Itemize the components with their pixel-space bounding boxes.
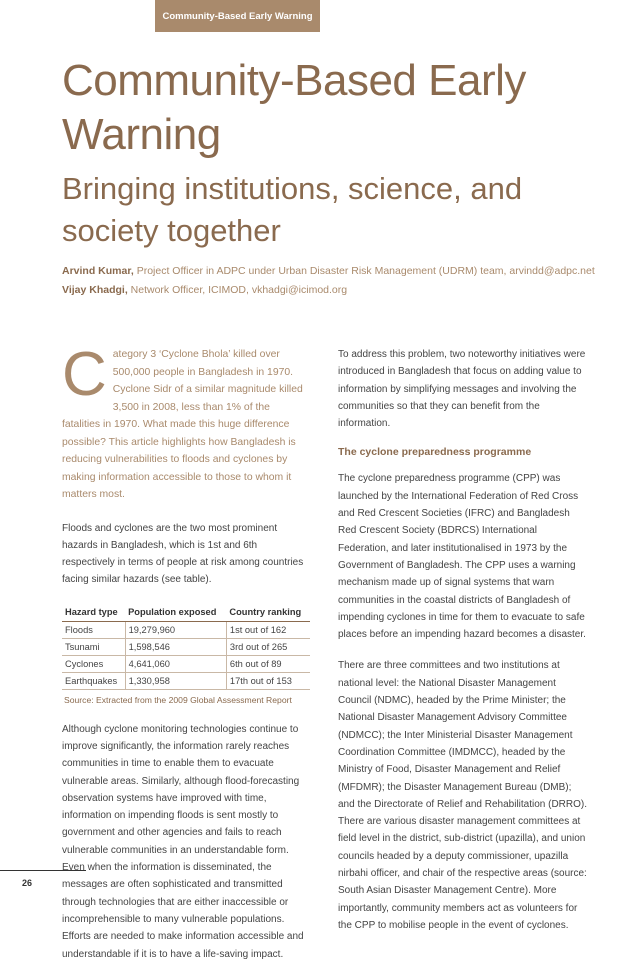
article-title: Community-Based Early Warning — [62, 56, 526, 159]
table-cell: 4,641,060 — [125, 655, 226, 672]
footer-rule — [0, 870, 86, 871]
table-cell: 17th out of 153 — [226, 672, 310, 689]
section-header-tab — [155, 0, 320, 32]
body-paragraph: There are three committees and two institutions at national level: the National Disaster Management Council (NDMC), headed by the Prime Minister; the National Disaster Management Advisory Committee (NDMCC); the Inter Ministerial Disaster Management Coordination Committee (IMDMCC), headed by the Ministry of Food, Disaster Management and Relief (MFDMR); the Disaster Management Bureau (DMB); and the Directorate of Relief and Rehabilitation (DRRO). There are various disaster management committees at field level in the district, sub-district (upazilla), and union councils headed by a deputy commissioner, upazilla nirbahi officer, and chair of the respective areas (source: South Asian Disaster Management Centre). More importantly, community members act as volunteers for the CPP to mobilise people in the event of cyclones. — [338, 660, 588, 931]
page-number: 26 — [22, 878, 33, 888]
column-header: Country ranking — [226, 603, 310, 622]
table-row — [62, 672, 310, 689]
column-header: Hazard type — [62, 603, 125, 622]
table-cell: 19,279,960 — [125, 621, 226, 638]
right-column — [338, 346, 588, 948]
table-row — [62, 638, 310, 655]
table-cell: 3rd out of 265 — [226, 638, 310, 655]
article-subtitle: Bringing institutions, science, and society together — [62, 171, 523, 248]
author-list — [62, 262, 602, 300]
lead-text: ategory 3 ‘Cyclone Bhola’ killed over 500,000 people in Bangladesh in 1970. Cyclone Sidr of a similar magnitude killed 3,500 in 2008, less than 1% of the fatalities in 1970. What made this huge difference possible? This article highlights how Bangladesh is reducing vulnerabilities to floods and cyclones by making information accessible to those to whom it matters most. — [62, 349, 303, 500]
body-paragraph: The cyclone preparedness programme (CPP) was launched by the International Federation of Red Cross and Red Crescent Societies (IFRC) and Bangladesh Red Crescent Society (BDRCS) International Federation, and later institutionalised in 1973 by the Government of Bangladesh. The CPP uses a warning mechanism made up of signal systems that warn communities in the coastal districts of Bangladesh of impending cyclones in time for them to evacuate to safe places before an impending hazard becomes a disaster. — [338, 473, 586, 641]
table-header-row — [62, 603, 310, 622]
column-header: Population exposed — [125, 603, 226, 622]
body-paragraph: To address this problem, two noteworthy initiatives were introduced in Bangladesh that focus on adding value to information by simplifying messages and involving the communities so that they can benefit from the information. — [338, 349, 586, 430]
table-cell: 1,598,546 — [125, 638, 226, 655]
table-cell: Tsunami — [62, 638, 125, 655]
table-cell: Cyclones — [62, 655, 125, 672]
author-name: Vijay Khadgi, — [62, 284, 128, 296]
body-paragraph: Floods and cyclones are the two most prominent hazards in Bangladesh, which is 1st and 6th respectively in terms of people at risk among countries facing similar hazards (see table). — [62, 522, 304, 586]
author-detail: Project Officer in ADPC under Urban Disaster Risk Management (UDRM) team, arvindd@adpc.net — [133, 265, 595, 277]
left-column — [62, 340, 310, 977]
table-row — [62, 621, 310, 638]
table-row — [62, 655, 310, 672]
hazard-table — [62, 603, 310, 690]
author-name: Arvind Kumar, — [62, 265, 134, 277]
author-line — [62, 262, 602, 281]
drop-cap: C — [62, 340, 107, 409]
author-line — [62, 281, 602, 300]
table-source-note: Source: Extracted from the 2009 Global Assessment Report — [64, 694, 292, 705]
author-detail: Network Officer, ICIMOD, vkhadgi@icimod.org — [127, 284, 348, 296]
table-cell: Earthquakes — [62, 672, 125, 689]
section-header-label: Community-Based Early Warning — [162, 11, 313, 22]
lead-paragraph — [62, 340, 310, 504]
table-cell: 1,330,958 — [125, 672, 226, 689]
section-subheading: The cyclone preparedness programme — [338, 446, 532, 459]
table-cell: 1st out of 162 — [226, 621, 310, 638]
table-cell: Floods — [62, 621, 125, 638]
table-cell: 6th out of 89 — [226, 655, 310, 672]
body-paragraph: Although cyclone monitoring technologies continue to improve significantly, the information rarely reaches communities in time to enable them to evacuate vulnerable areas. Similarly, although flood-forecasting observation systems have improved with time, information on impending floods is sent mostly to government and other agencies and fails to reach vulnerable communities in an understandable form. Even when the information is disseminated, the messages are often sophisticated and transmitted through technologies that are either inaccessible or incomprehensible to many vulnerable populations. Efforts are needed to make information accessible and understandable if it is to have a life-saving impact. — [62, 723, 304, 960]
